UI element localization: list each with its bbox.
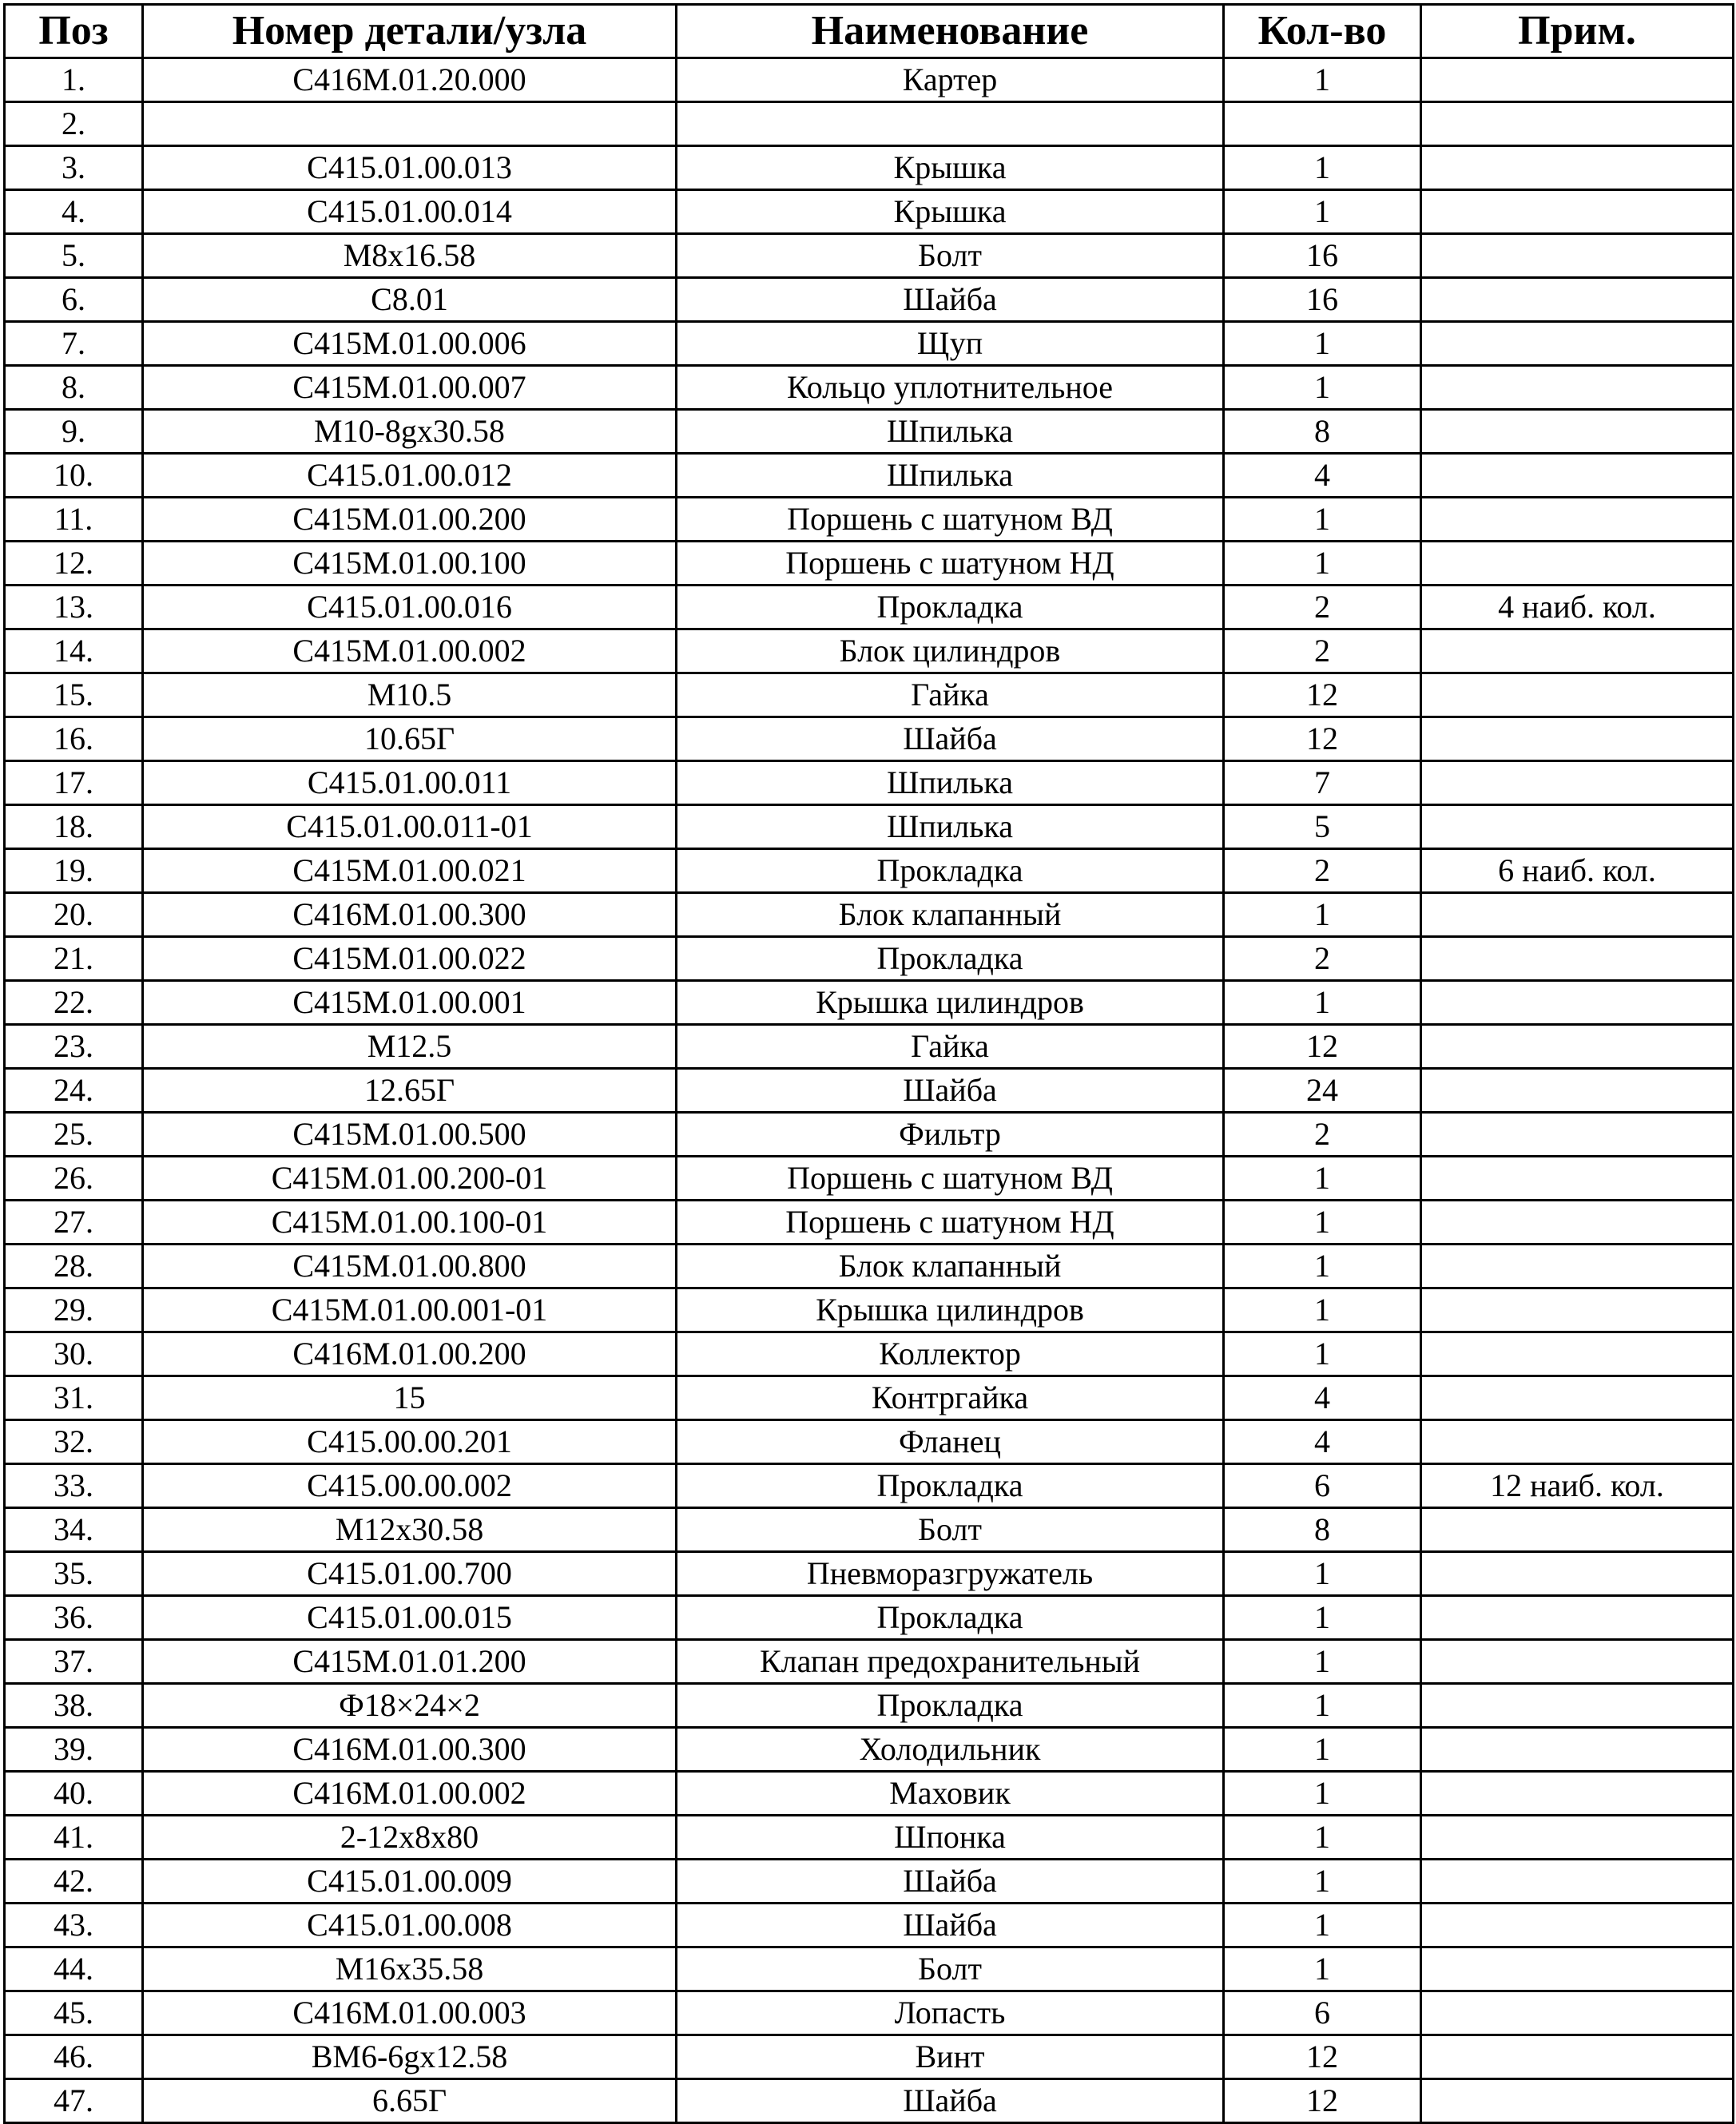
cell-name: Шпилька (677, 761, 1224, 805)
cell-part-number: С416М.01.00.300 (143, 1728, 677, 1772)
cell-part-number: С416М.01.00.003 (143, 1991, 677, 2035)
table-row (5, 1113, 1734, 1157)
cell-position: 4. (5, 190, 143, 234)
cell-note (1421, 1025, 1734, 1069)
cell-note (1421, 761, 1734, 805)
cell-part-number: С8.01 (143, 278, 677, 322)
cell-note: 4 наиб. кол. (1421, 586, 1734, 629)
cell-note (1421, 673, 1734, 717)
cell-part-number: С415М.01.00.001-01 (143, 1288, 677, 1332)
table-row (5, 1860, 1734, 1904)
cell-note (1421, 542, 1734, 586)
cell-quantity: 1 (1224, 981, 1421, 1025)
table-row (5, 1508, 1734, 1552)
cell-quantity: 1 (1224, 190, 1421, 234)
cell-note (1421, 234, 1734, 278)
cell-note (1421, 1772, 1734, 1816)
cell-name: Шайба (677, 2079, 1224, 2123)
table-row (5, 805, 1734, 849)
cell-position: 27. (5, 1201, 143, 1245)
cell-name: Крышка цилиндров (677, 981, 1224, 1025)
cell-name: Шпонка (677, 1816, 1224, 1860)
cell-note (1421, 1552, 1734, 1596)
table-row (5, 1245, 1734, 1288)
cell-note (1421, 1201, 1734, 1245)
cell-quantity: 12 (1224, 717, 1421, 761)
cell-note: 12 наиб. кол. (1421, 1464, 1734, 1508)
cell-quantity: 4 (1224, 1420, 1421, 1464)
cell-name: Шайба (677, 1069, 1224, 1113)
cell-position: 23. (5, 1025, 143, 1069)
cell-part-number: М16х35.58 (143, 1947, 677, 1991)
cell-name (677, 102, 1224, 146)
cell-name: Поршень с шатуном ВД (677, 1157, 1224, 1201)
cell-name: Шпилька (677, 454, 1224, 498)
cell-quantity: 2 (1224, 937, 1421, 981)
table-row (5, 2079, 1734, 2123)
table-row (5, 1640, 1734, 1684)
cell-part-number: С415М.01.00.006 (143, 322, 677, 366)
cell-name: Шайба (677, 278, 1224, 322)
table-row (5, 586, 1734, 629)
cell-position: 28. (5, 1245, 143, 1288)
cell-part-number: С415.01.00.013 (143, 146, 677, 190)
cell-quantity: 1 (1224, 1904, 1421, 1947)
cell-quantity: 1 (1224, 1640, 1421, 1684)
cell-position: 18. (5, 805, 143, 849)
table-row (5, 102, 1734, 146)
cell-part-number: С416М.01.00.300 (143, 893, 677, 937)
cell-quantity: 4 (1224, 1376, 1421, 1420)
table-row (5, 1157, 1734, 1201)
table-row (5, 629, 1734, 673)
header-quantity: Кол-во (1224, 5, 1421, 58)
cell-part-number: ВМ6-6gх12.58 (143, 2035, 677, 2079)
table-row (5, 278, 1734, 322)
table-row (5, 1772, 1734, 1816)
table-row (5, 1069, 1734, 1113)
cell-quantity: 1 (1224, 366, 1421, 410)
cell-quantity: 1 (1224, 1245, 1421, 1288)
cell-position: 39. (5, 1728, 143, 1772)
cell-name: Кольцо уплотнительное (677, 366, 1224, 410)
cell-position: 33. (5, 1464, 143, 1508)
cell-part-number: С415М.01.00.100 (143, 542, 677, 586)
cell-note (1421, 1376, 1734, 1420)
cell-part-number: М12х30.58 (143, 1508, 677, 1552)
table-row (5, 190, 1734, 234)
cell-note (1421, 893, 1734, 937)
cell-position: 42. (5, 1860, 143, 1904)
cell-part-number: М12.5 (143, 1025, 677, 1069)
cell-note (1421, 1640, 1734, 1684)
cell-part-number: С415.00.00.002 (143, 1464, 677, 1508)
cell-note (1421, 1113, 1734, 1157)
header-note: Прим. (1421, 5, 1734, 58)
cell-name: Холодильник (677, 1728, 1224, 1772)
table-row (5, 1201, 1734, 1245)
cell-name: Поршень с шатуном НД (677, 1201, 1224, 1245)
cell-quantity: 1 (1224, 1772, 1421, 1816)
cell-position: 25. (5, 1113, 143, 1157)
cell-quantity: 12 (1224, 673, 1421, 717)
cell-note (1421, 1816, 1734, 1860)
cell-position: 13. (5, 586, 143, 629)
cell-position: 44. (5, 1947, 143, 1991)
cell-part-number: С415.01.00.014 (143, 190, 677, 234)
cell-quantity: 1 (1224, 1728, 1421, 1772)
cell-part-number: С415М.01.00.022 (143, 937, 677, 981)
table-row (5, 322, 1734, 366)
cell-part-number: 6.65Г (143, 2079, 677, 2123)
parts-table (3, 3, 1734, 2124)
cell-name: Поршень с шатуном НД (677, 542, 1224, 586)
cell-position: 37. (5, 1640, 143, 1684)
cell-note (1421, 1904, 1734, 1947)
cell-quantity: 2 (1224, 849, 1421, 893)
cell-quantity: 1 (1224, 498, 1421, 542)
cell-quantity: 1 (1224, 322, 1421, 366)
cell-name: Лопасть (677, 1991, 1224, 2035)
cell-part-number: С415М.01.00.002 (143, 629, 677, 673)
cell-note (1421, 102, 1734, 146)
cell-part-number: С415.01.00.015 (143, 1596, 677, 1640)
cell-position: 1. (5, 58, 143, 102)
cell-name: Пневморазгружатель (677, 1552, 1224, 1596)
cell-part-number: С415М.01.00.800 (143, 1245, 677, 1288)
cell-quantity: 8 (1224, 1508, 1421, 1552)
table-row (5, 498, 1734, 542)
cell-note (1421, 1991, 1734, 2035)
cell-name: Поршень с шатуном ВД (677, 498, 1224, 542)
cell-name: Крышка (677, 146, 1224, 190)
cell-note (1421, 278, 1734, 322)
cell-name: Прокладка (677, 849, 1224, 893)
cell-note (1421, 146, 1734, 190)
cell-note (1421, 1069, 1734, 1113)
cell-quantity: 24 (1224, 1069, 1421, 1113)
cell-note (1421, 1860, 1734, 1904)
cell-part-number: С415М.01.01.200 (143, 1640, 677, 1684)
cell-part-number (143, 102, 677, 146)
cell-quantity: 2 (1224, 1113, 1421, 1157)
cell-quantity: 1 (1224, 1332, 1421, 1376)
cell-quantity: 1 (1224, 893, 1421, 937)
cell-name: Крышка (677, 190, 1224, 234)
parts-table-body (5, 58, 1734, 2123)
cell-name: Фильтр (677, 1113, 1224, 1157)
cell-note (1421, 937, 1734, 981)
cell-quantity: 4 (1224, 454, 1421, 498)
cell-position: 20. (5, 893, 143, 937)
cell-position: 26. (5, 1157, 143, 1201)
table-row (5, 454, 1734, 498)
cell-part-number: С415М.01.00.021 (143, 849, 677, 893)
header-row (5, 5, 1734, 58)
cell-note (1421, 1332, 1734, 1376)
cell-part-number: С415.01.00.008 (143, 1904, 677, 1947)
cell-part-number: С416М.01.20.000 (143, 58, 677, 102)
header-position: Поз (5, 5, 143, 58)
cell-position: 14. (5, 629, 143, 673)
cell-quantity: 8 (1224, 410, 1421, 454)
cell-name: Прокладка (677, 1684, 1224, 1728)
table-row (5, 1464, 1734, 1508)
cell-name: Блок клапанный (677, 893, 1224, 937)
cell-quantity: 1 (1224, 1157, 1421, 1201)
cell-position: 24. (5, 1069, 143, 1113)
cell-note (1421, 1596, 1734, 1640)
cell-part-number: С415.00.00.201 (143, 1420, 677, 1464)
cell-name: Блок клапанный (677, 1245, 1224, 1288)
cell-position: 40. (5, 1772, 143, 1816)
cell-name: Гайка (677, 1025, 1224, 1069)
cell-name: Болт (677, 1508, 1224, 1552)
cell-position: 32. (5, 1420, 143, 1464)
cell-part-number: С415М.01.00.200-01 (143, 1157, 677, 1201)
cell-note (1421, 805, 1734, 849)
cell-part-number: С415М.01.00.500 (143, 1113, 677, 1157)
cell-quantity: 12 (1224, 1025, 1421, 1069)
cell-name: Болт (677, 234, 1224, 278)
cell-position: 2. (5, 102, 143, 146)
cell-part-number: С415М.01.00.007 (143, 366, 677, 410)
cell-name: Щуп (677, 322, 1224, 366)
cell-quantity: 1 (1224, 1860, 1421, 1904)
cell-position: 45. (5, 1991, 143, 2035)
cell-position: 31. (5, 1376, 143, 1420)
cell-part-number: М10-8gх30.58 (143, 410, 677, 454)
cell-part-number: С415М.01.00.100-01 (143, 1201, 677, 1245)
table-row (5, 1596, 1734, 1640)
cell-note: 6 наиб. кол. (1421, 849, 1734, 893)
cell-note (1421, 58, 1734, 102)
cell-quantity: 16 (1224, 278, 1421, 322)
cell-quantity: 6 (1224, 1991, 1421, 2035)
cell-quantity: 1 (1224, 1947, 1421, 1991)
cell-position: 22. (5, 981, 143, 1025)
cell-part-number: М8х16.58 (143, 234, 677, 278)
cell-position: 21. (5, 937, 143, 981)
table-row (5, 1991, 1734, 2035)
table-row (5, 981, 1734, 1025)
header-name: Наименование (677, 5, 1224, 58)
cell-part-number: 15 (143, 1376, 677, 1420)
cell-position: 6. (5, 278, 143, 322)
cell-position: 46. (5, 2035, 143, 2079)
cell-name: Прокладка (677, 1596, 1224, 1640)
table-row (5, 542, 1734, 586)
cell-note (1421, 1288, 1734, 1332)
cell-name: Клапан предохранительный (677, 1640, 1224, 1684)
cell-name: Болт (677, 1947, 1224, 1991)
cell-note (1421, 1157, 1734, 1201)
cell-position: 34. (5, 1508, 143, 1552)
cell-name: Шпилька (677, 410, 1224, 454)
cell-part-number: С415.01.00.011 (143, 761, 677, 805)
cell-name: Фланец (677, 1420, 1224, 1464)
cell-note (1421, 454, 1734, 498)
cell-position: 3. (5, 146, 143, 190)
table-row (5, 2035, 1734, 2079)
cell-position: 8. (5, 366, 143, 410)
header-part-number: Номер детали/узла (143, 5, 677, 58)
cell-note (1421, 1245, 1734, 1288)
table-row (5, 893, 1734, 937)
table-row (5, 1376, 1734, 1420)
cell-part-number: 2-12х8х80 (143, 1816, 677, 1860)
cell-note (1421, 1947, 1734, 1991)
cell-quantity: 1 (1224, 1552, 1421, 1596)
cell-note (1421, 1420, 1734, 1464)
cell-note (1421, 498, 1734, 542)
cell-name: Шпилька (677, 805, 1224, 849)
cell-quantity: 12 (1224, 2035, 1421, 2079)
table-row (5, 410, 1734, 454)
table-row (5, 937, 1734, 981)
cell-position: 16. (5, 717, 143, 761)
cell-part-number: М10.5 (143, 673, 677, 717)
cell-part-number: 12.65Г (143, 1069, 677, 1113)
table-row (5, 717, 1734, 761)
cell-position: 19. (5, 849, 143, 893)
cell-position: 43. (5, 1904, 143, 1947)
cell-name: Картер (677, 58, 1224, 102)
cell-name: Прокладка (677, 937, 1224, 981)
cell-note (1421, 366, 1734, 410)
table-row (5, 1552, 1734, 1596)
cell-name: Крышка цилиндров (677, 1288, 1224, 1332)
cell-position: 47. (5, 2079, 143, 2123)
cell-part-number: С415М.01.00.200 (143, 498, 677, 542)
cell-name: Винт (677, 2035, 1224, 2079)
cell-position: 5. (5, 234, 143, 278)
cell-part-number: С415.01.00.016 (143, 586, 677, 629)
cell-name: Контргайка (677, 1376, 1224, 1420)
cell-position: 11. (5, 498, 143, 542)
cell-name: Маховик (677, 1772, 1224, 1816)
cell-note (1421, 410, 1734, 454)
cell-name: Шайба (677, 717, 1224, 761)
cell-note (1421, 1508, 1734, 1552)
cell-position: 35. (5, 1552, 143, 1596)
cell-quantity: 1 (1224, 1596, 1421, 1640)
cell-quantity (1224, 102, 1421, 146)
cell-position: 38. (5, 1684, 143, 1728)
cell-part-number: С415М.01.00.001 (143, 981, 677, 1025)
cell-part-number: С416М.01.00.002 (143, 1772, 677, 1816)
cell-position: 17. (5, 761, 143, 805)
cell-note (1421, 2079, 1734, 2123)
cell-quantity: 1 (1224, 1684, 1421, 1728)
cell-name: Шайба (677, 1904, 1224, 1947)
cell-position: 36. (5, 1596, 143, 1640)
cell-name: Прокладка (677, 1464, 1224, 1508)
table-row (5, 1904, 1734, 1947)
cell-quantity: 1 (1224, 1288, 1421, 1332)
cell-note (1421, 190, 1734, 234)
cell-quantity: 1 (1224, 58, 1421, 102)
cell-position: 7. (5, 322, 143, 366)
cell-position: 30. (5, 1332, 143, 1376)
cell-part-number: С415.01.00.012 (143, 454, 677, 498)
cell-part-number: С415.01.00.011-01 (143, 805, 677, 849)
table-row (5, 849, 1734, 893)
cell-note (1421, 1728, 1734, 1772)
cell-quantity: 1 (1224, 1201, 1421, 1245)
cell-quantity: 7 (1224, 761, 1421, 805)
cell-name: Коллектор (677, 1332, 1224, 1376)
cell-quantity: 5 (1224, 805, 1421, 849)
cell-position: 29. (5, 1288, 143, 1332)
cell-note (1421, 629, 1734, 673)
table-row (5, 1288, 1734, 1332)
cell-part-number: С416М.01.00.200 (143, 1332, 677, 1376)
cell-note (1421, 322, 1734, 366)
cell-position: 10. (5, 454, 143, 498)
table-row (5, 1684, 1734, 1728)
cell-name: Шайба (677, 1860, 1224, 1904)
table-row (5, 1816, 1734, 1860)
table-row (5, 1728, 1734, 1772)
cell-name: Блок цилиндров (677, 629, 1224, 673)
cell-quantity: 16 (1224, 234, 1421, 278)
table-row (5, 146, 1734, 190)
cell-part-number: 10.65Г (143, 717, 677, 761)
table-row (5, 1947, 1734, 1991)
cell-name: Прокладка (677, 586, 1224, 629)
cell-note (1421, 717, 1734, 761)
table-row (5, 1025, 1734, 1069)
table-row (5, 761, 1734, 805)
cell-quantity: 12 (1224, 2079, 1421, 2123)
cell-quantity: 6 (1224, 1464, 1421, 1508)
cell-position: 41. (5, 1816, 143, 1860)
cell-quantity: 2 (1224, 629, 1421, 673)
cell-note (1421, 2035, 1734, 2079)
cell-quantity: 2 (1224, 586, 1421, 629)
cell-name: Гайка (677, 673, 1224, 717)
cell-quantity: 1 (1224, 146, 1421, 190)
cell-position: 9. (5, 410, 143, 454)
table-row (5, 366, 1734, 410)
cell-note (1421, 981, 1734, 1025)
table-row (5, 234, 1734, 278)
cell-quantity: 1 (1224, 1816, 1421, 1860)
cell-part-number: С415.01.00.700 (143, 1552, 677, 1596)
table-row (5, 1420, 1734, 1464)
cell-note (1421, 1684, 1734, 1728)
table-row (5, 58, 1734, 102)
table-row (5, 673, 1734, 717)
cell-quantity: 1 (1224, 542, 1421, 586)
table-row (5, 1332, 1734, 1376)
cell-part-number: С415.01.00.009 (143, 1860, 677, 1904)
cell-part-number: Ф18×24×2 (143, 1684, 677, 1728)
cell-position: 15. (5, 673, 143, 717)
cell-position: 12. (5, 542, 143, 586)
